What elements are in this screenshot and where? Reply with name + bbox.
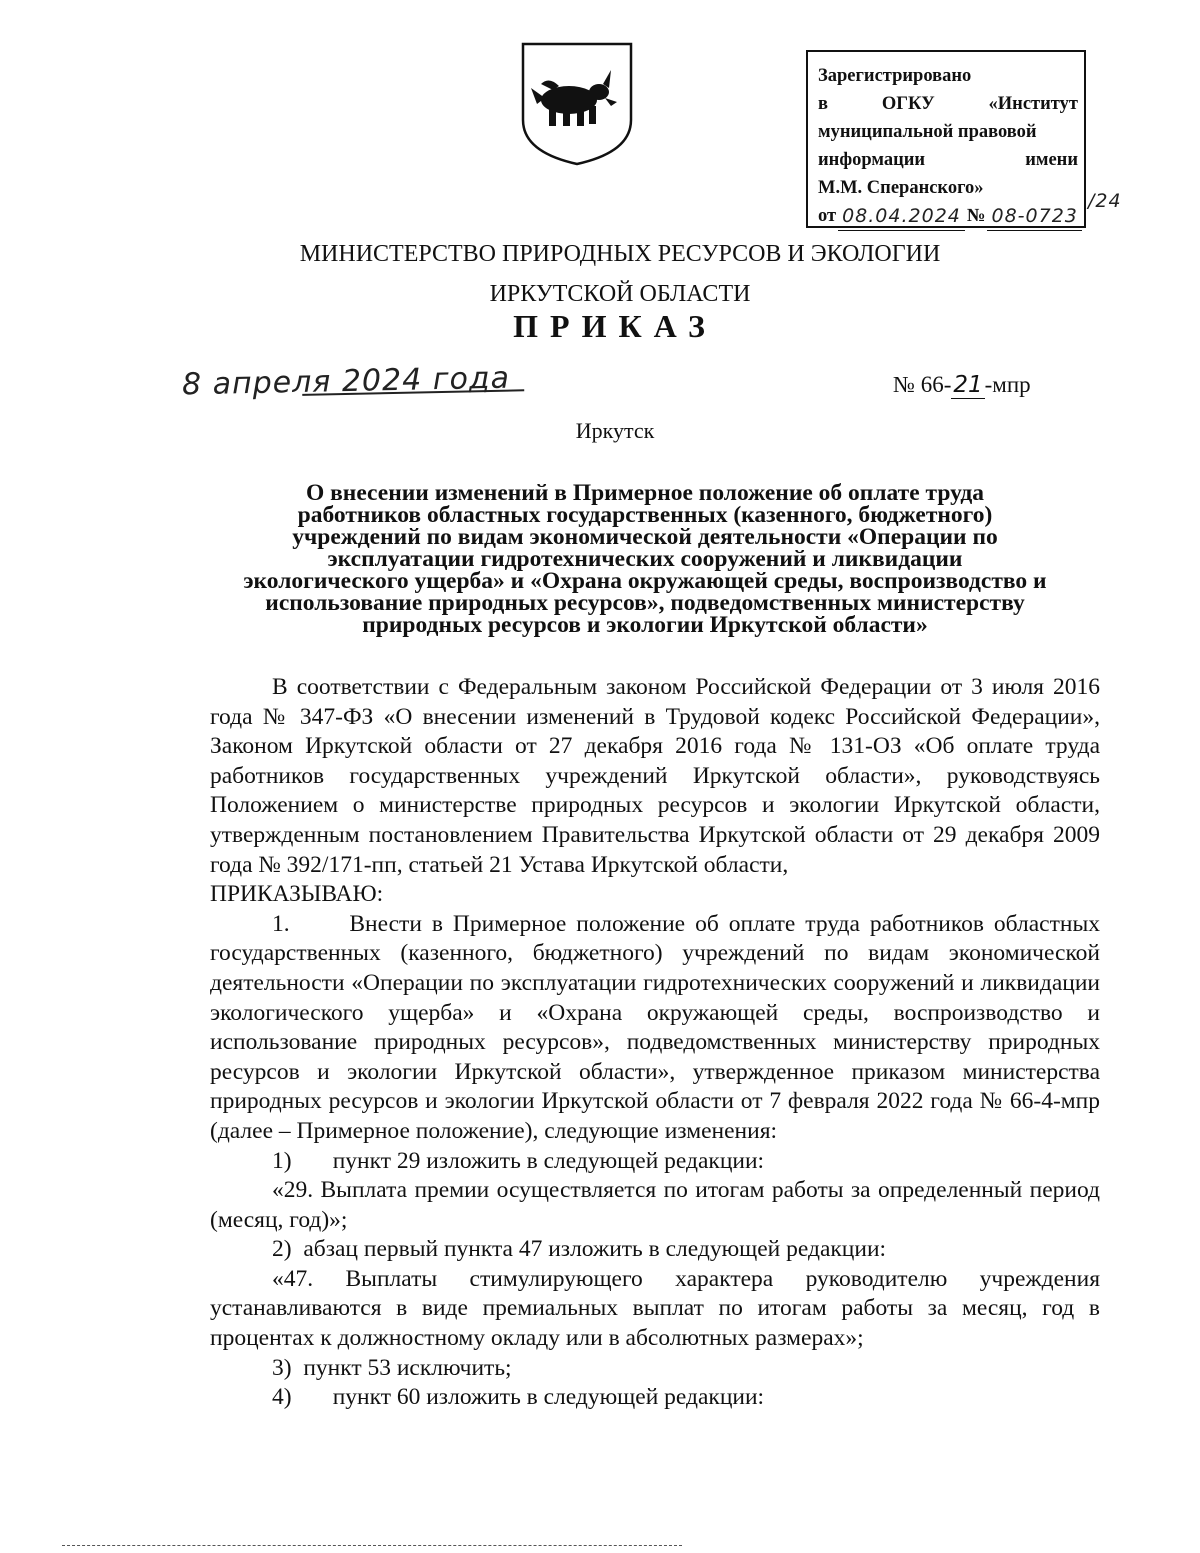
subject-line: экологического ущерба» и «Охрана окружающей среды, воспроизводство и — [243, 568, 1047, 594]
subitem-3-heading: 3) пункт 53 исключить; — [272, 1354, 512, 1381]
subitem-2-heading: 2) абзац первый пункта 47 изложить в следующей редакции: — [272, 1236, 887, 1263]
subject-line: использование природных ресурсов», подведомственных министерству — [265, 590, 1025, 616]
order-word: ПРИКАЗЫВАЮ: — [210, 881, 384, 908]
subject-line: работников областных государственных (казенного, бюджетного) — [297, 502, 993, 528]
registration-line-4 — [818, 146, 1078, 174]
registration-line-5 — [818, 174, 1078, 202]
subject-line: природных ресурсов и экологии Иркутской области» — [362, 612, 928, 638]
order-number-prefix: № 66- — [893, 372, 952, 397]
order-number-handwritten: 21 — [953, 372, 983, 398]
document-title: ПРИКАЗ — [513, 308, 717, 344]
registration-date-handwritten: 08.04.2024 — [838, 202, 965, 231]
registration-number-handwritten: 08-0723 — [987, 202, 1081, 231]
registration-text: «Институт — [988, 94, 1078, 114]
preamble-paragraph: В соответствии с Федеральным законом Российской Федерации от 3 июля 2016 года № 347-ФЗ «О внесении изменений в Трудовой кодекс Российской Федерации», Законом Иркутской области от 27 декабря 2016 года № 131-ОЗ «Об оплате труда работников государственных учреждений Иркутской области», руководствуясь Положением о министерстве природных ресурсов и экологии Иркутской области, утвержденным постановлением Правительства Иркутской области от 29 декабря 2009 года № 392/171-пп, статьей 21 Устава Иркутской области, — [210, 674, 1100, 878]
subitem-2-text: «47. Выплаты стимулирующего характера руководителю учреждения устанавливаются в виде премиальных выплат по итогам работы за месяц, год в процентах к должностному окладу или в абсолютных размерах»; — [210, 1265, 1100, 1352]
registration-text: М.М. Сперанского» — [818, 178, 984, 198]
registration-text: имени — [1025, 150, 1078, 170]
ministry-name — [0, 234, 1200, 314]
subject-line: О внесении изменений в Примерное положение об оплате труда — [305, 480, 985, 506]
registration-line-1 — [818, 62, 1078, 90]
subitem-1-text: «29. Выплата премии осуществляется по итогам работы за определенный период (месяц, год)»; — [210, 1177, 1100, 1233]
order-number-suffix: -мпр — [984, 372, 1031, 397]
registration-text: ОГКУ — [881, 94, 935, 114]
order-subject — [200, 482, 1080, 636]
coat-of-arms-emblem — [519, 40, 635, 168]
registration-stamp — [806, 50, 1086, 228]
ministry-line-2: ИРКУТСКОЙ ОБЛАСТИ — [489, 281, 751, 307]
registration-text: Зарегистрировано — [818, 66, 972, 86]
registration-number-prefix: № — [966, 206, 986, 226]
registration-line-2 — [818, 90, 1078, 118]
registration-date-line — [818, 202, 1078, 231]
order-body — [210, 673, 1100, 1413]
subitem-1-heading: 1) пункт 29 изложить в следующей редакции: — [272, 1147, 765, 1174]
registration-number-suffix: /24 — [1088, 190, 1122, 212]
subject-line: учреждений по видам экономической деятельности «Операции по — [292, 524, 998, 550]
registration-text: в — [818, 94, 828, 114]
ministry-line-1: МИНИСТЕРСТВО ПРИРОДНЫХ РЕСУРСОВ И ЭКОЛОГИИ — [299, 241, 941, 267]
city-name: Иркутск — [575, 418, 655, 443]
subitem-4-heading: 4) пункт 60 изложить в следующей редакции: — [272, 1384, 765, 1411]
registration-line-3 — [818, 118, 1078, 146]
registration-date-prefix: от — [818, 206, 837, 226]
page-bottom-divider — [62, 1545, 682, 1546]
registration-text: информации — [818, 150, 926, 170]
subject-line: эксплуатации гидротехнических сооружений и ликвидации — [327, 546, 963, 572]
registration-text: муниципальной правовой — [818, 122, 1037, 142]
item-1-paragraph: 1. Внести в Примерное положение об оплате труда работников областных государственных (казенного, бюджетного) учреждений по видам экономической деятельности «Операции по эксплуатации гидротехнических сооружений и ликвидации экологического ущерба» и «Охрана окружающей среды, воспроизводство и использование природных ресурсов», подведомственных министерству природных ресурсов и экологии Иркутской области», утвержденное приказом министерства природных ресурсов и экологии Иркутской области от 7 февраля 2022 года № 66-4-мпр (далее – Примерное положение), следующие изменения: — [210, 910, 1100, 1144]
order-date-handwritten: 8 апреля 2024 года — [181, 360, 511, 403]
order-number — [893, 372, 1031, 399]
